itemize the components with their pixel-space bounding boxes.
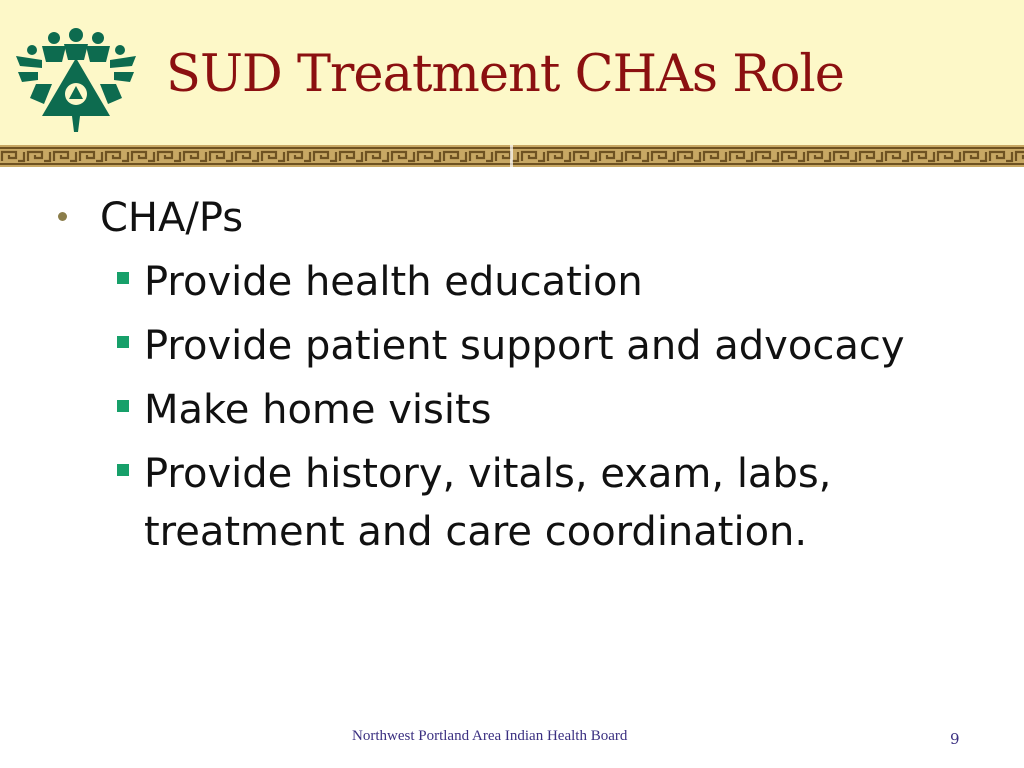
slide-body xyxy=(56,186,976,564)
square-bullet-icon xyxy=(117,336,129,348)
decorative-border xyxy=(0,145,1024,167)
sub-bullet-item xyxy=(144,250,924,314)
footer-organization: Northwest Portland Area Indian Health Board xyxy=(352,728,628,744)
sub-bullet-text: Provide history, vitals, exam, labs, treatment and care coordination. xyxy=(144,451,832,555)
square-bullet-icon xyxy=(117,464,129,476)
sub-bullet-item xyxy=(144,442,924,564)
sub-bullet-text: Provide health education xyxy=(144,259,643,305)
sub-bullet-item xyxy=(144,314,924,378)
sub-bullet-text: Provide patient support and advocacy xyxy=(144,323,905,369)
page-number: 9 xyxy=(950,730,960,748)
sub-bullet-item xyxy=(144,378,924,442)
slide-title: SUD Treatment CHAs Role xyxy=(166,45,844,104)
square-bullet-icon xyxy=(117,400,129,412)
round-bullet-icon xyxy=(58,212,67,221)
bullet-text: CHA/Ps xyxy=(100,195,244,241)
square-bullet-icon xyxy=(117,272,129,284)
tribal-figures-logo-icon xyxy=(12,28,140,132)
slide-header xyxy=(0,0,1024,145)
bullet-item xyxy=(56,186,976,250)
sub-bullet-text: Make home visits xyxy=(144,387,492,433)
